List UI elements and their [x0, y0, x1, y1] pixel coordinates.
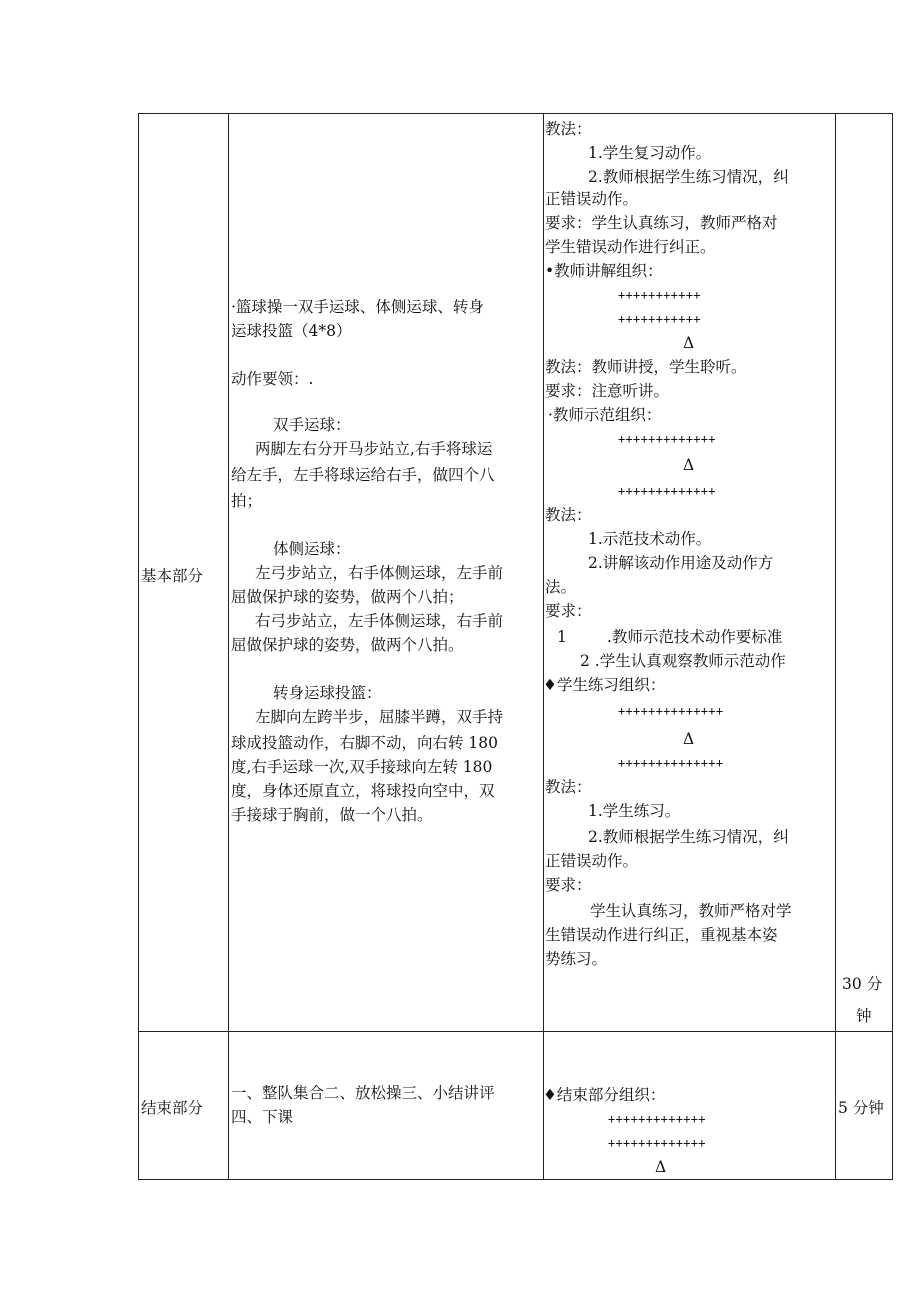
method-line: 学生错误动作进行纠正。	[545, 238, 716, 256]
method-line: 正错误动作。	[545, 190, 639, 208]
formation-row: +++++++++++++	[618, 484, 716, 498]
method-line: 生错误动作进行纠正，重视基本姿	[545, 926, 778, 944]
content-line: 拍；	[231, 492, 263, 510]
table-right-border	[892, 113, 893, 1180]
teacher-position-marker: Δ	[683, 334, 695, 352]
teacher-position-marker: Δ	[655, 1158, 667, 1176]
method-line: 学生认真练习，教师严格对学	[590, 902, 792, 920]
method-line: 1.示范技术动作。	[588, 530, 712, 548]
formation-row: ++++++++++++++	[618, 756, 724, 770]
teacher-position-marker: Δ	[683, 730, 695, 748]
ending-section-label: 结束部分	[141, 1099, 204, 1117]
content-line: 右弓步站立，左手体侧运球，右手前	[255, 612, 504, 630]
col-divider-3	[835, 113, 836, 1180]
method-line: 1	[557, 628, 567, 646]
method-line: 2.讲解该动作用途及动作方	[588, 554, 774, 572]
content-line: 动作要领：.	[231, 370, 314, 388]
ending-content-line: 一、整队集合二、放松操三、小结讲评	[231, 1084, 495, 1102]
content-line: 屈做保护球的姿势，做两个八拍；	[231, 588, 464, 606]
method-line: 势练习。	[545, 950, 608, 968]
method-line: •教师讲解组织：	[545, 262, 663, 280]
col-divider-2	[543, 113, 544, 1180]
formation-row: +++++++++++++	[618, 432, 716, 446]
basic-section-label: 基本部分	[141, 567, 204, 585]
content-line: 给左手，左手将球运给右手，做四个八	[231, 466, 495, 484]
method-line: 教法：	[545, 120, 592, 138]
table-left-border	[138, 113, 139, 1180]
content-heading: 体侧运球：	[273, 540, 351, 558]
method-line: 2.教师根据学生练习情况，纠	[588, 828, 789, 846]
content-line: 屈做保护球的姿势，做两个八拍。	[231, 636, 464, 654]
formation-row: +++++++++++	[618, 312, 701, 326]
basic-time-value: 30 分	[842, 975, 883, 993]
formation-row: +++++++++++	[618, 288, 701, 302]
method-line: 要求：注意听讲。	[545, 382, 670, 400]
formation-row: ++++++++++++++	[618, 704, 724, 718]
ending-content-line: 四、下课	[231, 1108, 294, 1126]
method-line: 2 .学生认真观察教师示范动作	[580, 652, 786, 670]
content-heading: 转身运球投篮：	[273, 684, 382, 702]
method-line: 要求：	[545, 876, 592, 894]
method-line: 教法：教师讲授，学生聆听。	[545, 358, 747, 376]
content-line: 度,右手运球一次,双手接球向左转 180	[231, 758, 493, 776]
table-top-border	[138, 113, 893, 114]
formation-row: +++++++++++++	[608, 1136, 706, 1150]
content-line: 球成投篮动作，右脚不动，向右转 180	[231, 734, 499, 752]
method-line: .教师示范技术动作要标准	[607, 628, 783, 646]
method-line: 要求：	[545, 602, 592, 620]
method-line: 1.学生练习。	[588, 802, 681, 820]
col-divider-1	[228, 113, 229, 1180]
ending-time: 5 分钟	[838, 1099, 884, 1117]
content-line: 运球投篮（4*8）	[231, 322, 352, 340]
method-line: ·教师示范组织：	[548, 406, 662, 424]
ending-method-line: ♦结束部分组织：	[543, 1086, 666, 1104]
content-line: 度，身体还原直立，将球投向空中，双	[231, 782, 495, 800]
method-line: 正错误动作。	[545, 852, 639, 870]
method-line: 法。	[545, 578, 577, 596]
content-line: 手接球于胸前，做一个八拍。	[231, 806, 433, 824]
row-divider	[138, 1031, 893, 1032]
content-line: 左脚向左跨半步，屈膝半蹲，双手持	[255, 708, 504, 726]
method-line: 1.学生复习动作。	[588, 144, 712, 162]
table-bottom-border	[138, 1179, 893, 1180]
teacher-position-marker: Δ	[683, 456, 695, 474]
formation-row: +++++++++++++	[608, 1112, 706, 1126]
method-line: 要求：学生认真练习，教师严格对	[545, 214, 778, 232]
method-line: 教法：	[545, 778, 592, 796]
content-line: 两脚左右分开马步站立,右手将球运	[255, 440, 493, 458]
method-line: 2.教师根据学生练习情况，纠	[588, 168, 789, 186]
method-line: 教法：	[545, 506, 592, 524]
method-line: ♦学生练习组织：	[543, 676, 666, 694]
basic-time-unit: 钟	[856, 1007, 872, 1025]
content-heading: 双手运球：	[273, 416, 351, 434]
content-line: 左弓步站立，右手体侧运球，左手前	[255, 564, 504, 582]
content-line: ·篮球操一双手运球、体侧运球、转身	[231, 298, 484, 316]
